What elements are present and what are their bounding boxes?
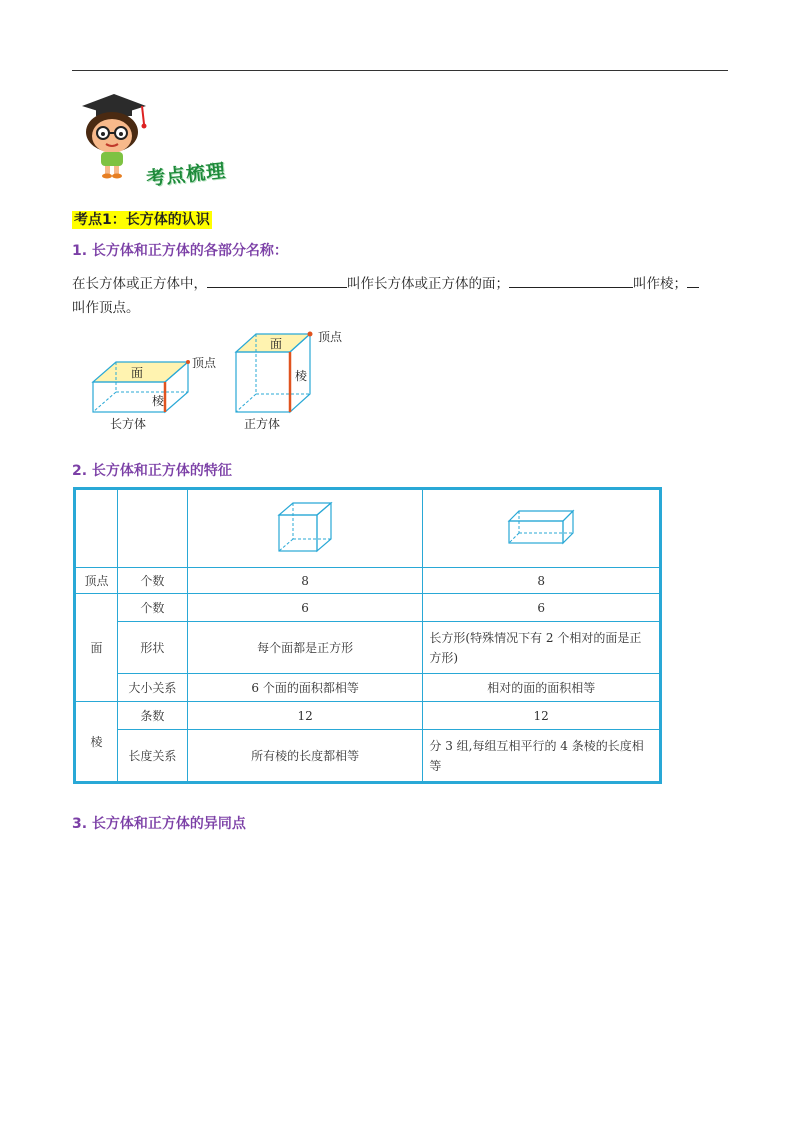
table-row [76, 730, 660, 782]
face-size-cuboid: 相对的面的面积相等 [423, 674, 660, 702]
edge-count-cube: 12 [187, 702, 423, 730]
header-blank-2 [117, 490, 187, 568]
cuboid-caption: 长方体 [110, 417, 147, 431]
line1-sep1: ； [495, 276, 509, 292]
section1-line1 [72, 273, 699, 293]
section3-title: 3. 长方体和正方体的异同点 [72, 816, 246, 832]
edge-count-label: 条数 [117, 702, 187, 730]
edge-length-label: 长度关系 [117, 730, 187, 782]
line1-prefix: 在长方体或正方体中， [72, 276, 207, 292]
edge-group-cell: 棱 [76, 702, 118, 782]
header-blank-1 [76, 490, 118, 568]
section1-line2: 叫作顶点。 [72, 300, 140, 316]
table-row [76, 568, 660, 594]
cuboid-vertex-label: 顶点 [192, 356, 217, 370]
kaodian-title: 考点1：长方体的认识 [74, 212, 210, 228]
shapes-figure [88, 330, 358, 435]
logo-text: 考点梳理 [145, 159, 228, 191]
table-row [76, 594, 660, 622]
face-size-cube: 6 个面的面积都相等 [187, 674, 423, 702]
cube-caption: 正方体 [244, 417, 281, 431]
face-shape-label: 形状 [117, 622, 187, 674]
vertex-count-label: 个数 [117, 568, 187, 594]
edge-length-cube: 所有棱的长度都相等 [187, 730, 423, 782]
header-cube [187, 490, 423, 568]
features-table [75, 489, 660, 782]
table-row [76, 674, 660, 702]
line1-mid1: 叫作长方体或正方体的面 [347, 276, 496, 292]
cuboid-face-label: 面 [131, 366, 144, 380]
face-size-label: 大小关系 [117, 674, 187, 702]
top-rule [72, 70, 728, 71]
cube-face-label: 面 [270, 337, 283, 351]
face-shape-cuboid: 长方形(特殊情况下有 2 个相对的面是正方形) [423, 622, 660, 674]
fill-blank-3[interactable] [687, 273, 699, 288]
edge-count-cuboid: 12 [423, 702, 660, 730]
face-group-cell: 面 [76, 594, 118, 702]
face-shape-cube: 每个面都是正方形 [187, 622, 423, 674]
edge-length-cuboid: 分 3 组,每组互相平行的 4 条棱的长度相等 [423, 730, 660, 782]
header-cuboid [423, 490, 660, 568]
face-count-cuboid: 6 [423, 594, 660, 622]
fill-blank-1[interactable] [207, 273, 347, 288]
fill-blank-2[interactable] [509, 273, 633, 288]
section2-title: 2. 长方体和正方体的特征 [72, 463, 232, 479]
cuboid-icon [505, 507, 577, 547]
cube-edge-label: 棱 [295, 369, 308, 383]
vertex-group-cell: 顶点 [76, 568, 118, 594]
table-row [76, 702, 660, 730]
table-header-row [76, 490, 660, 568]
table-row [76, 622, 660, 674]
cube-vertex-label: 顶点 [318, 330, 343, 344]
cube-icon [275, 499, 335, 555]
line1-sep2: ； [673, 276, 687, 292]
cuboid-edge-label: 棱 [152, 394, 165, 408]
face-count-label: 个数 [117, 594, 187, 622]
face-count-cube: 6 [187, 594, 423, 622]
vertex-count-cube: 8 [187, 568, 423, 594]
section1-title: 1. 长方体和正方体的各部分名称： [72, 243, 288, 259]
line1-mid2: 叫作棱 [633, 276, 674, 292]
vertex-count-cuboid: 8 [423, 568, 660, 594]
